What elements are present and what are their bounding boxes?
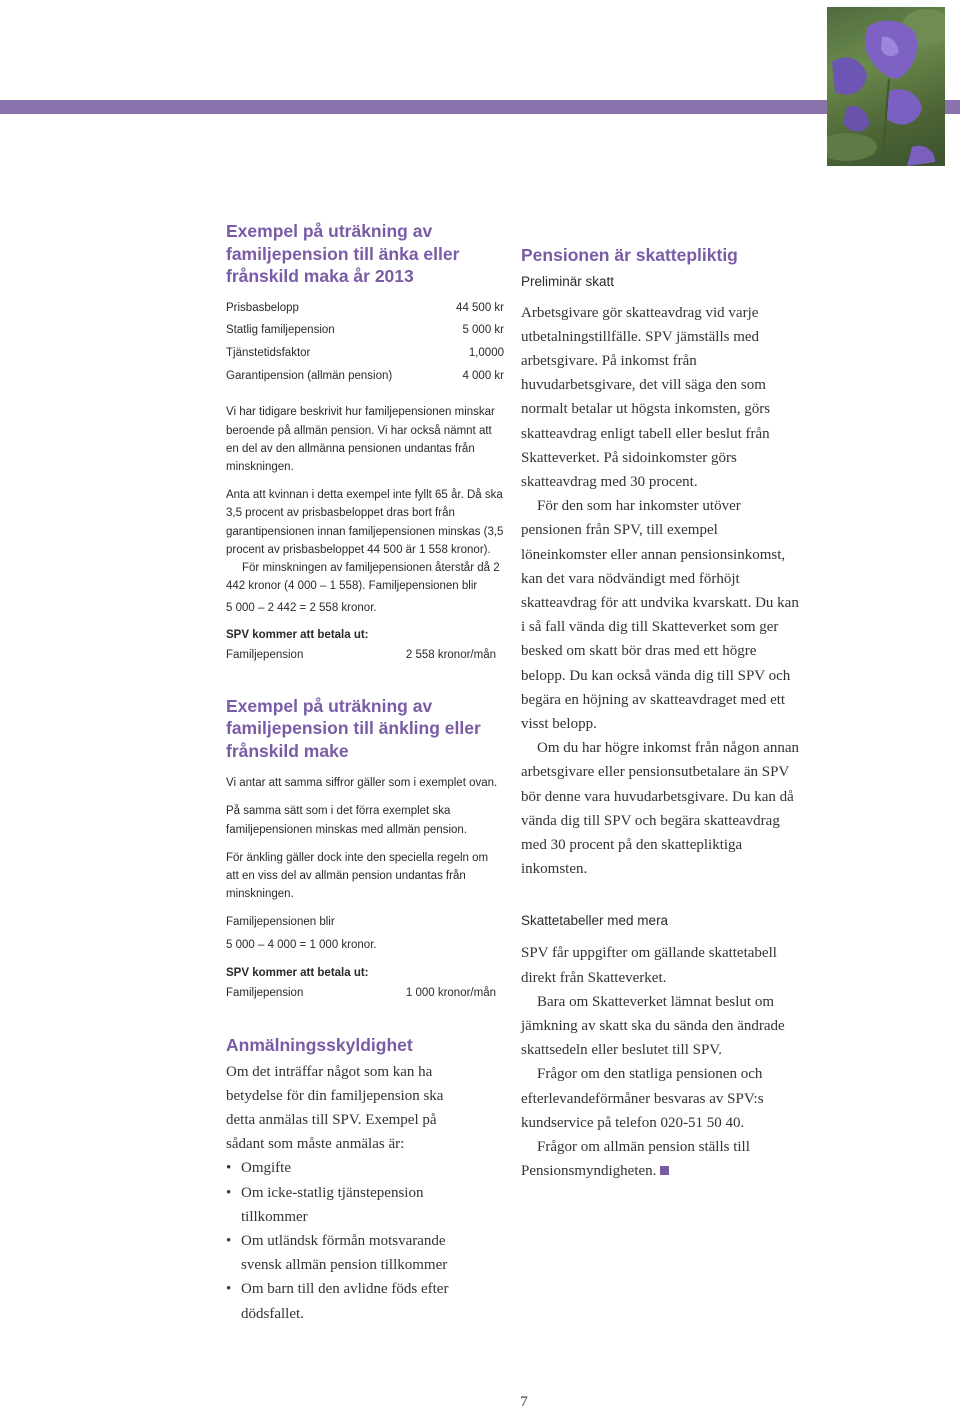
paragraph: För den som har inkomster utöver pensionen från SPV, till exempel löneinkomster eller annan pensionsinkomst, kan det vara nödvändigt med förhöjt skatteavdrag för att undvika kvarskatt. Du kan i så fall vända dig till Skatteverket som ger besked om skatt bör dras med ett högre belopp. Du kan också vända dig till SPV och begära en höjning av skatteavdraget med ett visst belopp. [521, 498, 799, 732]
paragraph: Vi har tidigare beskrivit hur familjepensionen minskar beroende på allmän pension. Vi har också nämnt att en del av den allmänna pensionen undantas från minskningen. [226, 406, 495, 473]
end-square-icon [660, 1166, 669, 1175]
table-value: 5 000 kr [462, 324, 504, 337]
paragraph: Anta att kvinnan i detta exempel inte fyllt 65 år. Då ska 3,5 procent av prisbasbeloppet dras bort från garantipensionen innan familjepensionen minskas (3,5 procent av prisbasbeloppet 44 500 är 1 558 kronor). [226, 489, 504, 556]
paragraph: Bara om Skatteverket lämnat beslut om jämkning av skatt ska du sända den ändrade skattsedeln eller beslutet till SPV. [521, 993, 785, 1059]
paragraph: Om du har högre inkomst från någon annan arbetsgivare eller pensionsutbetalare än SPV bör denne vara huvudarbetsgivare. Du kan då vända dig till SPV och begära skatteavdrag med 30 procent på den skattepliktiga inkomsten. [521, 740, 800, 878]
notification-list [226, 1156, 504, 1325]
calculation: 5 000 – 2 442 = 2 558 kronor. [226, 602, 377, 615]
table-label: Statlig familjepension [226, 324, 335, 337]
list-item: • Om utländsk förmån motsvarande svensk allmän pension tillkommer [226, 1229, 474, 1277]
paragraph: För minskningen av familjepensionen återstår då 2 442 kronor (4 000 – 1 558). Familjepensionen blir [226, 561, 500, 593]
payout-label: Familjepension [226, 648, 304, 661]
payout-heading: SPV kommer att betala ut: [226, 966, 369, 979]
paragraph: För änkling gäller dock inte den speciella regeln om att en viss del av allmän pension undantas från minskningen. [226, 851, 489, 901]
closing-text: Frågor om allmän pension ställs till Pensionsmyndigheten. [521, 1139, 750, 1180]
payout-label: Familjepension [226, 987, 304, 1000]
tax-title: Pensionen är skattepliktig [521, 245, 738, 265]
table-value: 1,0000 [468, 346, 504, 359]
paragraph [521, 1135, 801, 1183]
table-value: 44 500 kr [456, 301, 504, 314]
notification-text: Om det inträffar något som kan ha betydelse för din familjepension ska detta anmälas till SPV. Exempel på sådant som måste anmälas är: [226, 1063, 444, 1153]
subheading-preliminary-tax: Preliminär skatt [521, 273, 615, 289]
table-row [226, 319, 504, 342]
paragraph: SPV får uppgifter om gällande skattetabell direkt från Skatteverket. [521, 945, 777, 986]
notification-title: Anmälningsskyldighet [226, 1035, 413, 1056]
calculation: 5 000 – 4 000 = 1 000 kronor. [226, 938, 377, 951]
example1-title: Exempel på uträkning av familjepension till änka eller frånskild maka år 2013 [226, 221, 460, 286]
payout-value: 2 558 kronor/mån [405, 648, 496, 661]
values-table [226, 297, 504, 388]
paragraph: Familjepensionen blir [226, 916, 335, 929]
list-item: • Om icke-statlig tjänstepension tillkommer [226, 1181, 474, 1229]
page-number: 7 [520, 1394, 528, 1410]
paragraph: Arbetsgivare gör skatteavdrag vid varje utbetalningstillfälle. SPV jämställs med arbetsgivare. På inkomst från huvudarbetsgivare, det vill säga den som normalt betalar ut högsta inkomsten, görs skatteavdrag enligt tabell eller beslut från Skatteverket. På sidoinkomster görs skatteavdrag med 30 procent. [521, 304, 771, 490]
table-label: Tjänstetidsfaktor [226, 346, 311, 359]
paragraph: Vi antar att samma siffror gäller som i exemplet ovan. [226, 777, 498, 790]
table-row [226, 342, 504, 365]
campanula-flower-photo [827, 7, 945, 166]
list-item: • Omgifte [226, 1156, 474, 1180]
list-item: • Om barn till den avlidne föds efter dödsfallet. [226, 1277, 474, 1325]
payout-row [226, 644, 504, 666]
example2-title: Exempel på uträkning av familjepension till änkling eller frånskild make [226, 695, 481, 761]
payout-heading: SPV kommer att betala ut: [226, 628, 369, 641]
right-column [521, 244, 801, 1183]
paragraph: På samma sätt som i det förra exemplet ska familjepensionen minskas med allmän pension. [226, 805, 467, 836]
header-band [0, 100, 960, 114]
payout-value: 1 000 kronor/mån [405, 987, 496, 1000]
table-row [226, 297, 504, 320]
table-label: Garantipension (allmän pension) [226, 369, 393, 382]
payout-row [226, 982, 504, 1004]
left-column [226, 220, 504, 1326]
paragraph: Frågor om den statliga pensionen och efterlevandeförmåner besvaras av SPV:s kundservice på telefon 020-51 50 40. [521, 1066, 764, 1131]
table-value: 4 000 kr [462, 369, 504, 382]
table-row [226, 365, 504, 388]
table-label: Prisbasbelopp [226, 301, 299, 314]
subheading-tax-tables: Skattetabeller med mera [521, 913, 669, 929]
